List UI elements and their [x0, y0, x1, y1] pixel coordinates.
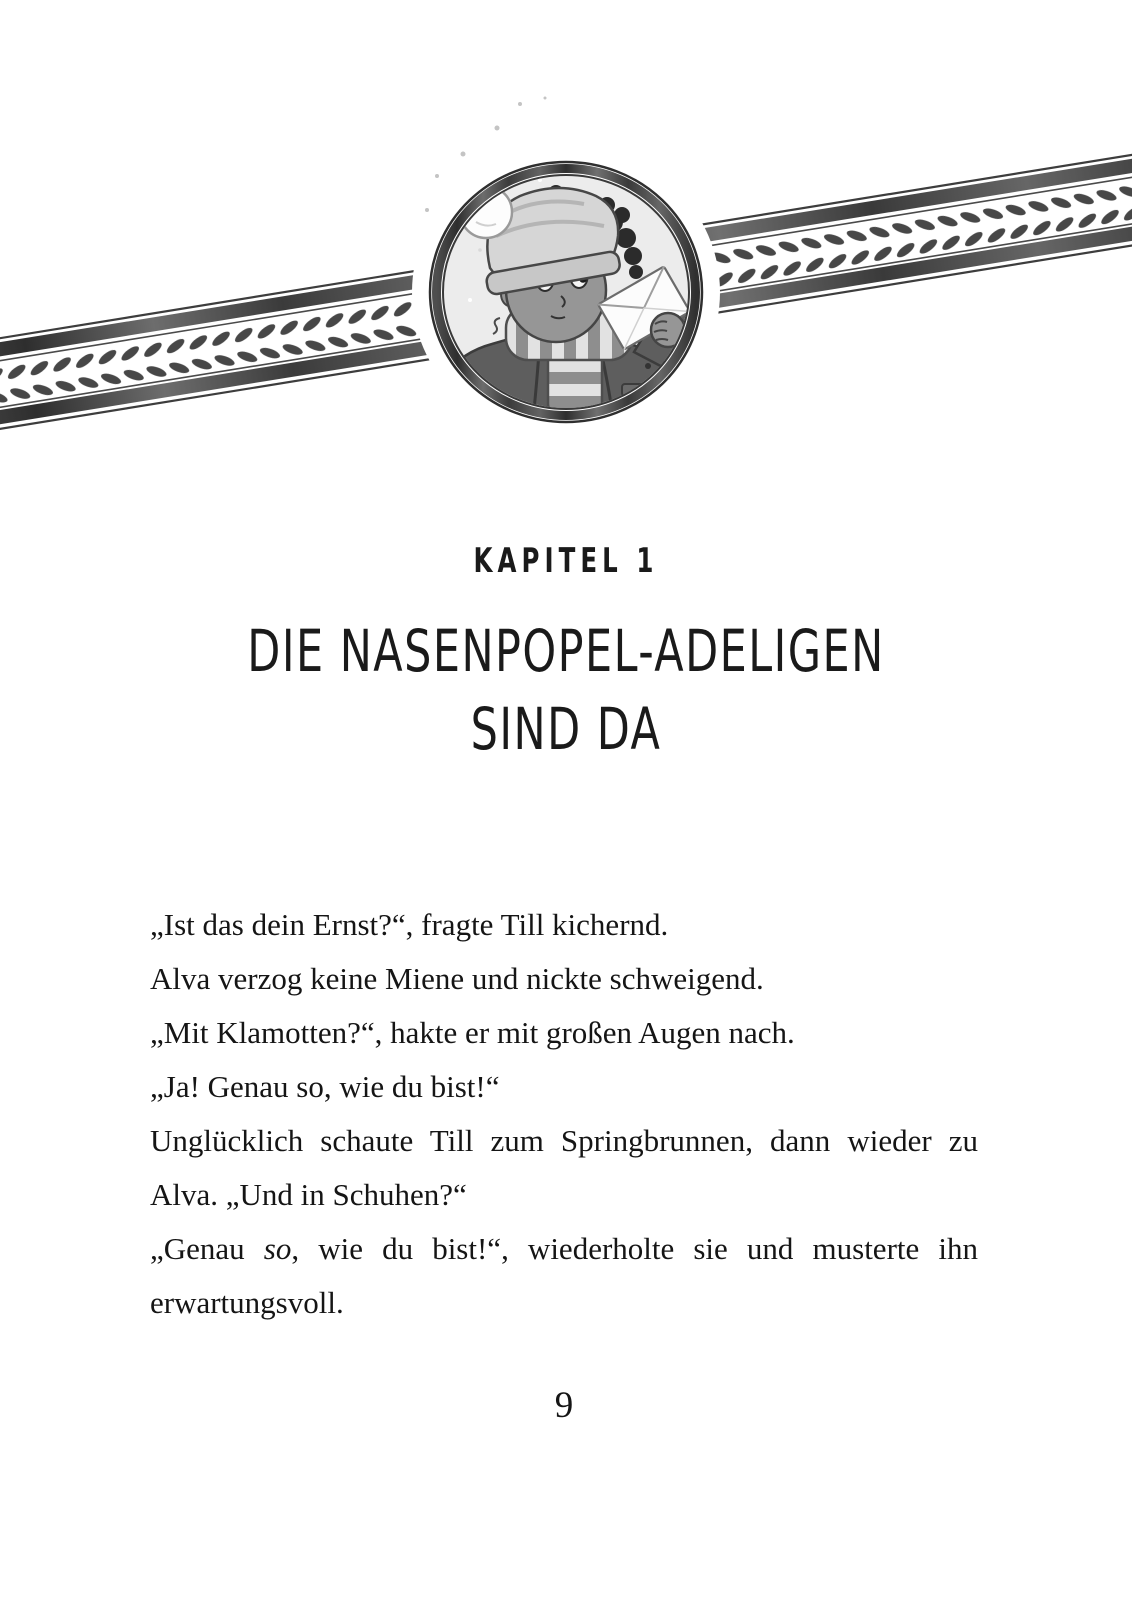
paragraph-segment: „Genau — [150, 1231, 264, 1266]
paragraph-segment: , wie du bist!“, wiederholte sie und musterte ihn erwartungsvoll. — [150, 1231, 978, 1320]
chapter-title-line1: DIE NASENPOPEL-ADELIGEN — [247, 617, 885, 685]
chapter-title-line2: SIND DA — [470, 695, 662, 763]
body-text — [150, 898, 978, 1330]
paragraph-italic-word: so — [263, 1231, 292, 1266]
body-paragraph: „Ist das dein Ernst?“, fragte Till kichernd. — [150, 907, 669, 942]
chapter-label: KAPITEL 1 — [473, 541, 659, 581]
page-number: 9 — [554, 1385, 574, 1426]
body-paragraph: „Ja! Genau so, wie du bist!“ — [150, 1069, 500, 1104]
body-paragraph: „Mit Klamotten?“, hakte er mit großen Augen nach. — [150, 1015, 795, 1050]
body-paragraph: Unglücklich schaute Till zum Springbrunnen, dann wieder zu Alva. „Und in Schuhen?“ — [150, 1123, 978, 1212]
chapter-header-art — [0, 0, 1132, 480]
chapter-title — [147, 612, 985, 768]
scarf-tail — [548, 352, 602, 414]
body-paragraph: Alva verzog keine Miene und nickte schweigend. — [150, 961, 764, 996]
body-paragraph — [150, 1222, 978, 1330]
